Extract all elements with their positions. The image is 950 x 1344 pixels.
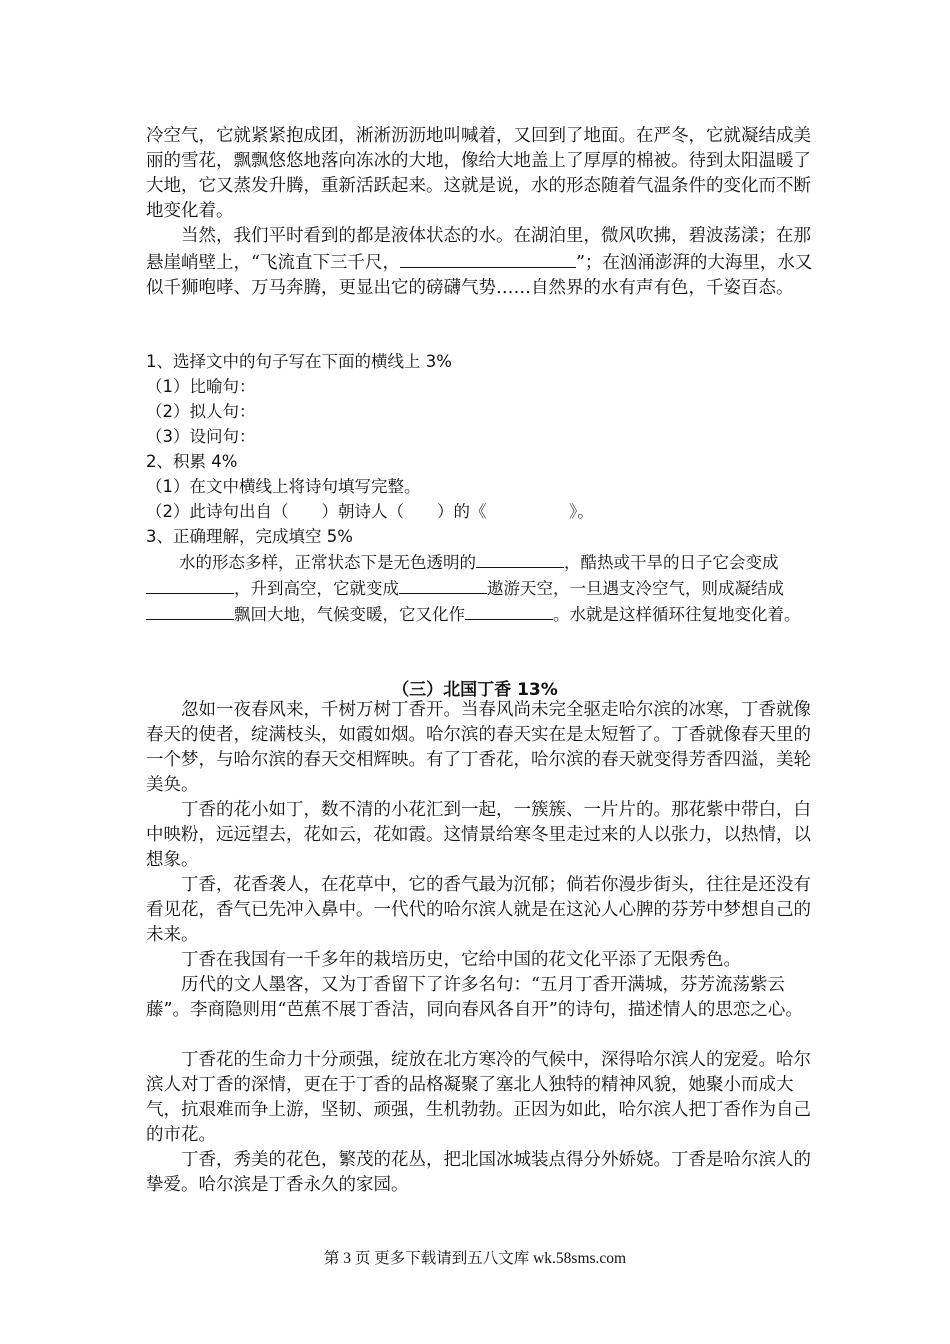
passage-paragraph-2-end: ”；在汹涌澎湃的大海里，水又似千狮咆哮、万马奔腾，更显出它的磅礴气势……自然界的水有声有色，千姿百态。 bbox=[146, 253, 813, 298]
fill-blank-2[interactable] bbox=[146, 575, 234, 594]
fill-blank-4[interactable] bbox=[146, 601, 234, 620]
fill-blank-1[interactable] bbox=[476, 549, 564, 568]
section-3-paragraph-4: 丁香在我国有一千多年的栽培历史，它给中国的花文化平添了无限秀色。 bbox=[146, 950, 741, 970]
question-2: 2、积累 4% bbox=[146, 452, 238, 471]
fill-text-a: 水的形态多样，正常状态下是无色透明的 bbox=[146, 553, 476, 572]
question-2-1: （1）在文中横线上将诗句填写完整。 bbox=[146, 477, 421, 496]
section-3-paragraph-1: 忽如一夜春风来，千树万树丁香开。当春风尚未完全驱走哈尔滨的冰寒，丁香就像春天的使者，绽满枝头，如霞如烟。哈尔滨的春天实在是太短暂了。丁香就像春天里的一个梦，与哈尔滨的春天交相辉映。有了丁香花，哈尔滨的春天就变得芳香四溢，美轮美奂。 bbox=[146, 700, 811, 795]
section-3-title: （三）北国丁香 13% bbox=[392, 680, 558, 700]
passage-paragraph-1: 冷空气，它就紧紧抱成团，淅淅沥沥地叫喊着，又回到了地面。在严冬，它就凝结成美丽的雪花，飘飘悠悠地落向冻冰的大地，像给大地盖上了厚厚的棉被。待到太阳温暖了大地，它又蒸发升腾，重新活跃起来。这就是说，水的形态随着气温条件的变化而不断地变化着。 bbox=[146, 126, 811, 221]
section-3-paragraph-3: 丁香，花香袭人，在花草中，它的香气最为沉郁；倘若你漫步街头，往往是还没有看见花，香气已先冲入鼻中。一代代的哈尔滨人就是在这沁人心脾的芬芳中梦想自己的未来。 bbox=[146, 875, 811, 945]
fill-text-b: ，酷热或干旱的日子它会变成 bbox=[564, 553, 779, 572]
fill-blank-3[interactable] bbox=[399, 575, 487, 594]
section-3-paragraph-6: 丁香花的生命力十分顽强，绽放在北方寒冷的气候中，深得哈尔滨人的宠爱。哈尔滨人对丁香的深情，更在于丁香的品格凝聚了塞北人独特的精神风貌，她聚小而成大气，抗艰难而争上游，坚韧、顽强，生机勃勃。正因为如此，哈尔滨人把丁香作为自己的市花。 bbox=[146, 1050, 811, 1145]
question-1-2: （2）拟人句： bbox=[146, 402, 256, 421]
section-3-paragraph-2: 丁香的花小如丁，数不清的小花汇到一起，一簇簇、一片片的。那花紫中带白，白中映粉，远远望去，花如云，花如霞。这情景给寒冬里走过来的人以张力，以热情，以想象。 bbox=[146, 800, 811, 870]
page-footer: 第 3 页 更多下载请到五八文库 wk.58sms.com bbox=[323, 1250, 627, 1267]
question-2-2: （2）此诗句出自（ ）朝诗人（ ）的《 》。 bbox=[146, 502, 594, 521]
question-1-3: （3）设问句： bbox=[146, 427, 256, 446]
fill-text-d: 遨游天空，一旦遇支冷空气，则成凝结成 bbox=[487, 579, 784, 598]
fill-text-f: 。水就是这样循环往复地变化着。 bbox=[553, 605, 801, 624]
question-1: 1、选择文中的句子写在下面的横线上 3% bbox=[146, 352, 452, 371]
poem-blank[interactable] bbox=[400, 249, 576, 268]
section-3-paragraph-7: 丁香，秀美的花色，繁茂的花丛，把北国冰城装点得分外娇娆。丁香是哈尔滨人的挚爱。哈尔滨是丁香永久的家园。 bbox=[146, 1150, 811, 1195]
question-3: 3、正确理解，完成填空 5% bbox=[146, 527, 353, 546]
passage-paragraph-2 bbox=[146, 224, 818, 301]
question-1-1: （1）比喻句： bbox=[146, 377, 256, 396]
question-3-fill-paragraph bbox=[146, 549, 818, 627]
fill-blank-5[interactable] bbox=[465, 601, 553, 620]
section-3-paragraph-5: 历代的文人墨客，又为丁香留下了许多名句：“五月丁香开满城，芬芳流荡紫云藤”。李商隐则用“芭蕉不展丁香洁，同向春风各自开”的诗句，描述情人的思恋之心。 bbox=[146, 975, 803, 1020]
passage-paragraph-2-start: 当然，我们平时看到的都是液体状态的水。在湖泊里，微风吹拂，碧波荡漾；在那悬崖峭壁上，“飞流直下三千尺， bbox=[146, 226, 811, 273]
fill-text-c: ，升到高空，它就变成 bbox=[234, 579, 399, 598]
fill-text-e: 飘回大地，气候变暖，它又化作 bbox=[234, 605, 465, 624]
